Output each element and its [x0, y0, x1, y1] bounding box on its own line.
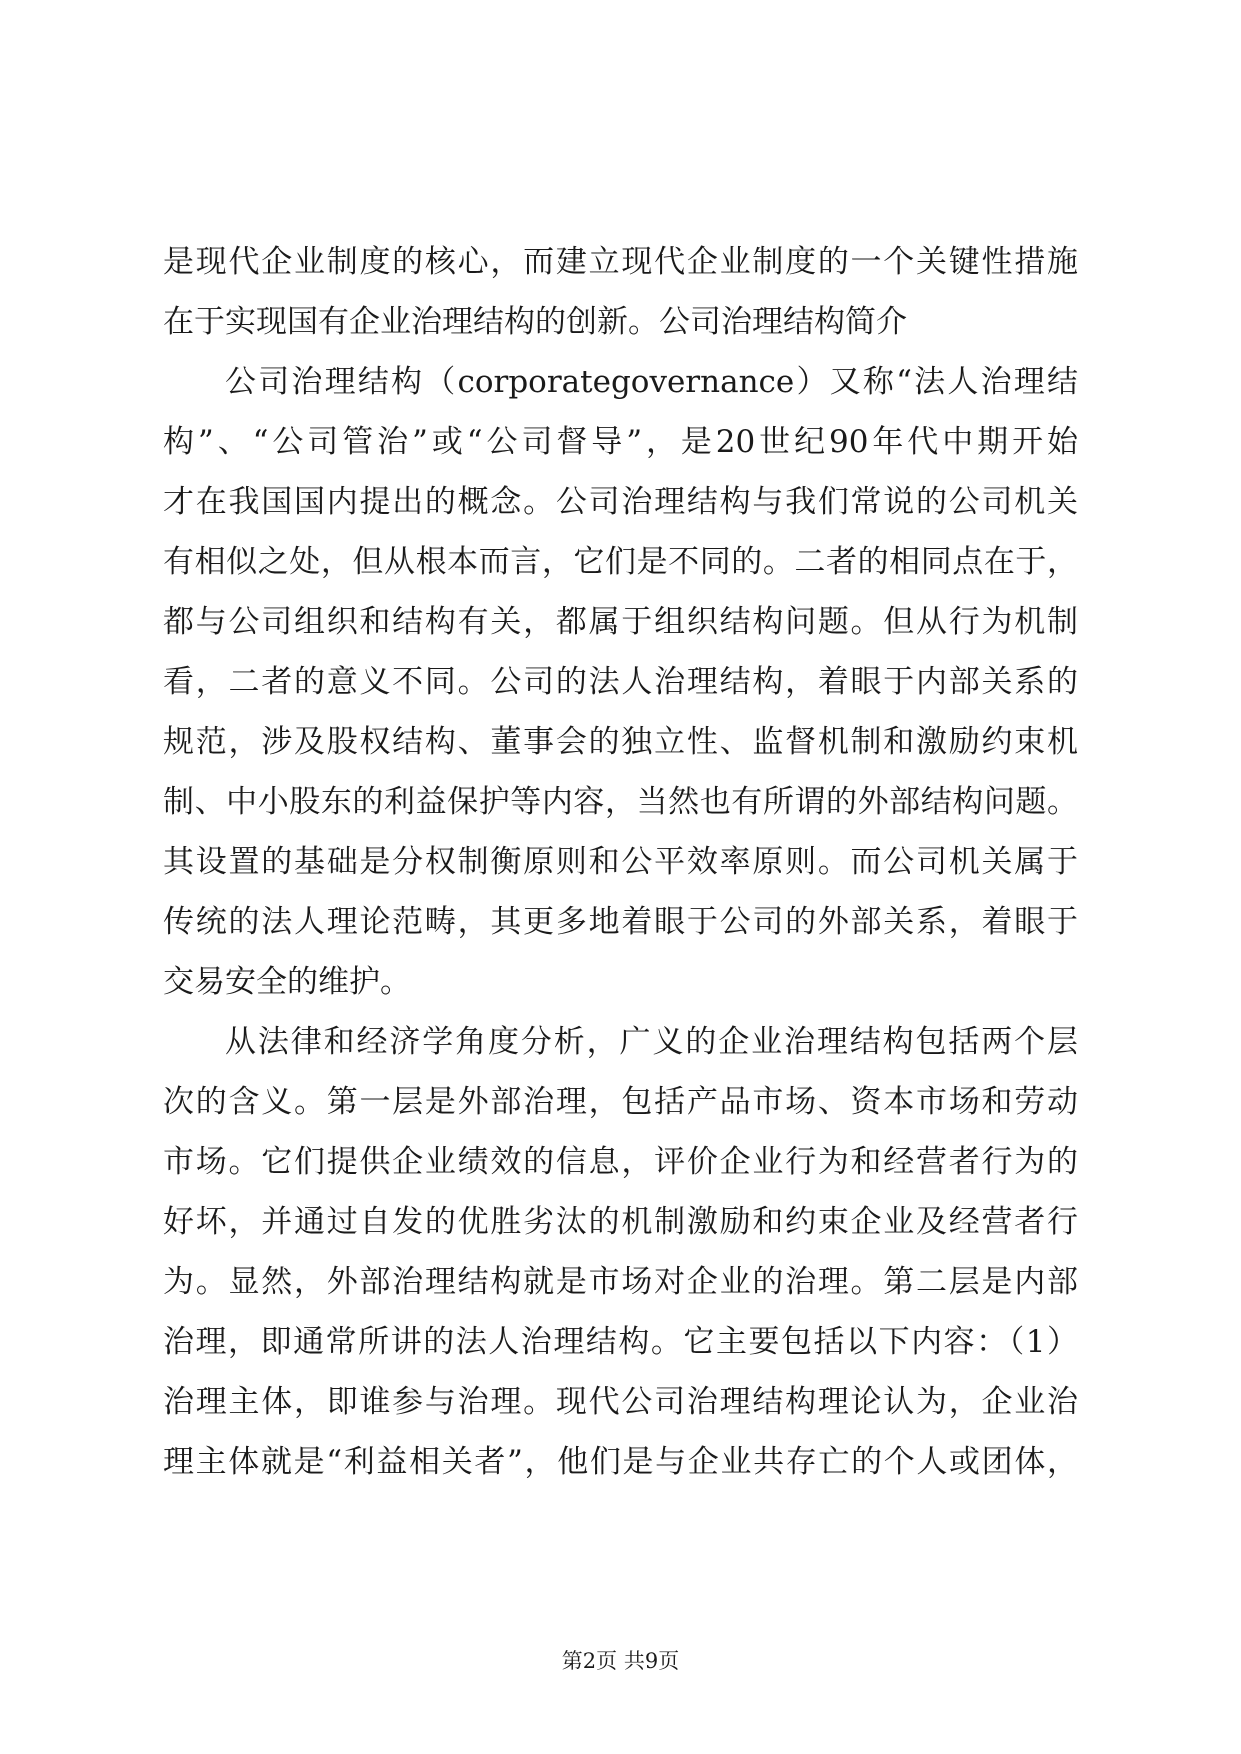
text-line: 规范，涉及股权结构、董事会的独立性、监督机制和激励约束机 — [163, 724, 1078, 760]
text-line: 有相似之处，但从根本而言，它们是不同的。二者的相同点在于， — [163, 544, 1078, 580]
text-line: 是现代企业制度的核心，而建立现代企业制度的一个关键性措施 — [163, 244, 1078, 280]
text-line: 治理，即通常所讲的法人治理结构。它主要包括以下内容：（1） — [163, 1324, 1078, 1360]
text-line: 传统的法人理论范畴，其更多地着眼于公司的外部关系，着眼于 — [163, 904, 1078, 940]
text-line: 理主体就是“利益相关者”，他们是与企业共存亡的个人或团体， — [163, 1444, 1078, 1480]
text-line: 治理主体，即谁参与治理。现代公司治理结构理论认为，企业治 — [163, 1384, 1078, 1420]
text-line: 从法律和经济学角度分析，广义的企业治理结构包括两个层 — [225, 1024, 1078, 1060]
text-line: 好坏，并通过自发的优胜劣汰的机制激励和约束企业及经营者行 — [163, 1204, 1078, 1240]
text-line: 其设置的基础是分权制衡原则和公平效率原则。而公司机关属于 — [163, 844, 1078, 880]
text-line: 公司治理结构（corporategovernance）又称“法人治理结 — [225, 364, 1078, 400]
text-line: 市场。它们提供企业绩效的信息，评价企业行为和经营者行为的 — [163, 1144, 1078, 1180]
text-line: 在于实现国有企业治理结构的创新。公司治理结构简介 — [163, 304, 907, 340]
page-number-footer: 第2页 共9页 — [561, 1649, 680, 1673]
text-line: 构”、“公司管治”或“公司督导”，是20世纪90年代中期开始 — [163, 424, 1078, 460]
text-line: 次的含义。第一层是外部治理，包括产品市场、资本市场和劳动 — [163, 1084, 1078, 1120]
text-line: 才在我国国内提出的概念。公司治理结构与我们常说的公司机关 — [163, 484, 1078, 520]
text-line: 为。显然，外部治理结构就是市场对企业的治理。第二层是内部 — [163, 1264, 1078, 1300]
text-line: 都与公司组织和结构有关，都属于组织结构问题。但从行为机制 — [163, 604, 1078, 640]
text-line: 制、中小股东的利益保护等内容，当然也有所谓的外部结构问题。 — [163, 784, 1078, 820]
text-line: 看，二者的意义不同。公司的法人治理结构，着眼于内部关系的 — [163, 664, 1078, 700]
text-line: 交易安全的维护。 — [163, 964, 411, 1000]
document-body — [163, 232, 1078, 1492]
